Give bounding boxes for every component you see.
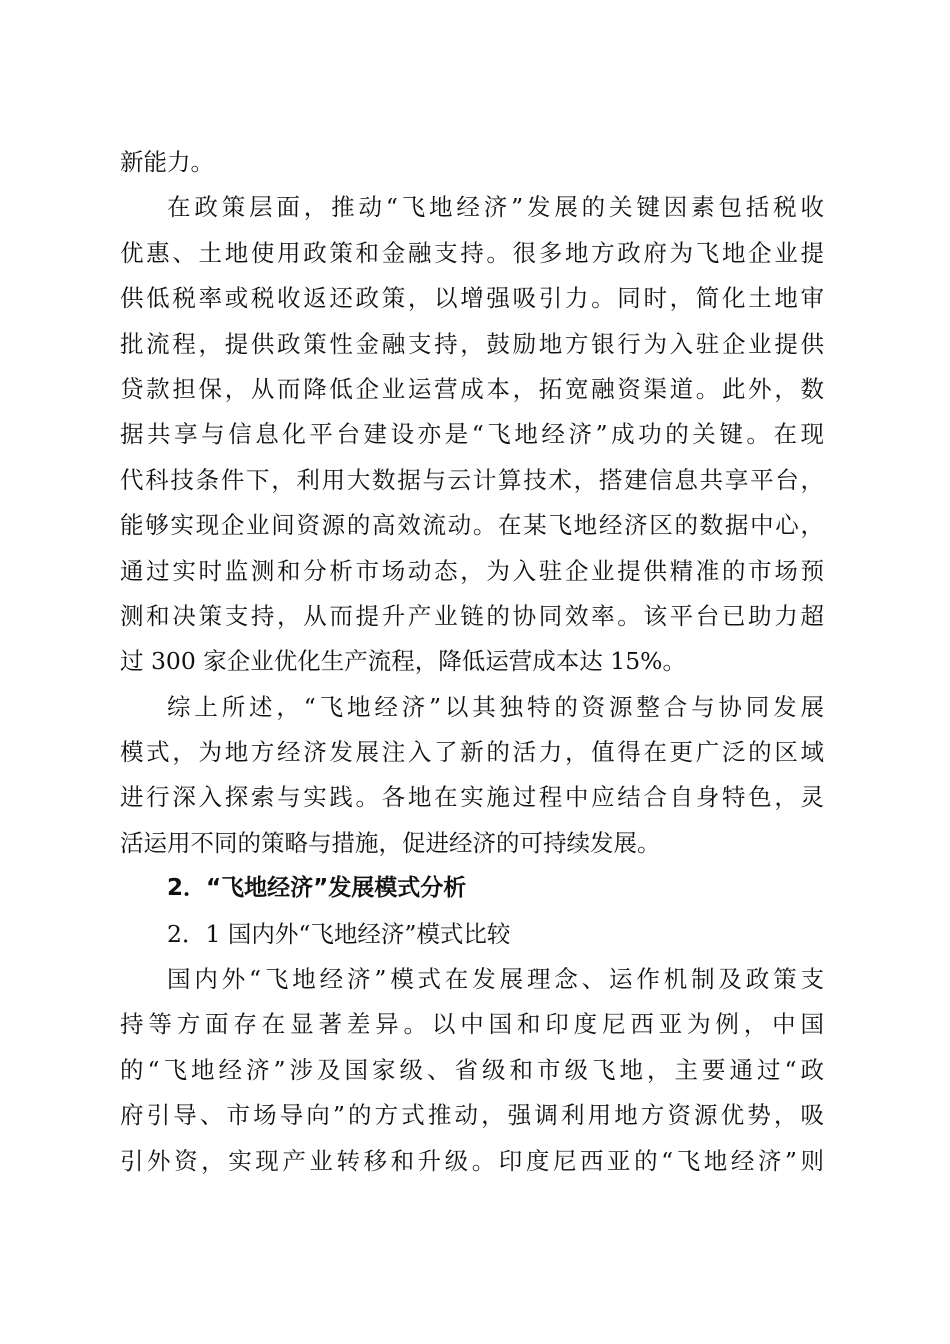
paragraph-line: 活运用不同的策略与措施，促进经济的可持续发展。: [120, 828, 661, 857]
paragraph-line: 能够实现企业间资源的高效流动。在某飞地经济区的数据中心，: [120, 511, 824, 540]
paragraph-line: 府引导、市场导向”的方式推动，强调利用地方资源优势，吸: [120, 1101, 824, 1130]
section-heading: 2．“飞地经济”发展模式分析: [167, 875, 467, 902]
paragraph-line: 供低税率或税收返还政策，以增强吸引力。同时，简化土地审: [120, 284, 824, 313]
paragraph-line: 通过实时监测和分析市场动态，为入驻企业提供精准的市场预: [120, 556, 824, 585]
paragraph-line: 测和决策支持，从而提升产业链的协同效率。该平台已助力超: [120, 601, 824, 630]
paragraph-line: 国内外“飞地经济”模式在发展理念、运作机制及政策支: [167, 965, 824, 994]
paragraph-line: 的“飞地经济”涉及国家级、省级和市级飞地，主要通过“政: [120, 1055, 824, 1084]
document-body: [120, 140, 824, 1184]
paragraph-line: 在政策层面，推动“飞地经济”发展的关键因素包括税收: [167, 193, 824, 222]
paragraph-line: 进行深入探索与实践。各地在实施过程中应结合自身特色，灵: [120, 783, 824, 812]
subsection-heading: 2．1 国内外“飞地经济”模式比较: [167, 919, 511, 948]
paragraph-line: 优惠、土地使用政策和金融支持。很多地方政府为飞地企业提: [120, 238, 824, 267]
paragraph-line: 引外资，实现产业转移和升级。印度尼西亚的“飞地经济”则: [120, 1146, 824, 1175]
paragraph-line: 批流程，提供政策性金融支持，鼓励地方银行为入驻企业提供: [120, 329, 824, 358]
paragraph-line: 综上所述，“飞地经济”以其独特的资源整合与协同发展: [167, 692, 824, 721]
paragraph-line: 贷款担保，从而降低企业运营成本，拓宽融资渠道。此外，数: [120, 374, 824, 403]
paragraph-line: 代科技条件下，利用大数据与云计算技术，搭建信息共享平台，: [120, 465, 824, 494]
paragraph-line: 据共享与信息化平台建设亦是“飞地经济”成功的关键。在现: [120, 420, 824, 449]
paragraph-line: 过 300 家企业优化生产流程，降低运营成本达 15%。: [120, 647, 686, 676]
paragraph-line: 持等方面存在显著差异。以中国和印度尼西亚为例，中国: [120, 1010, 824, 1039]
paragraph-line: 模式，为地方经济发展注入了新的活力，值得在更广泛的区域: [120, 738, 824, 767]
paragraph-line: 新能力。: [120, 148, 214, 176]
